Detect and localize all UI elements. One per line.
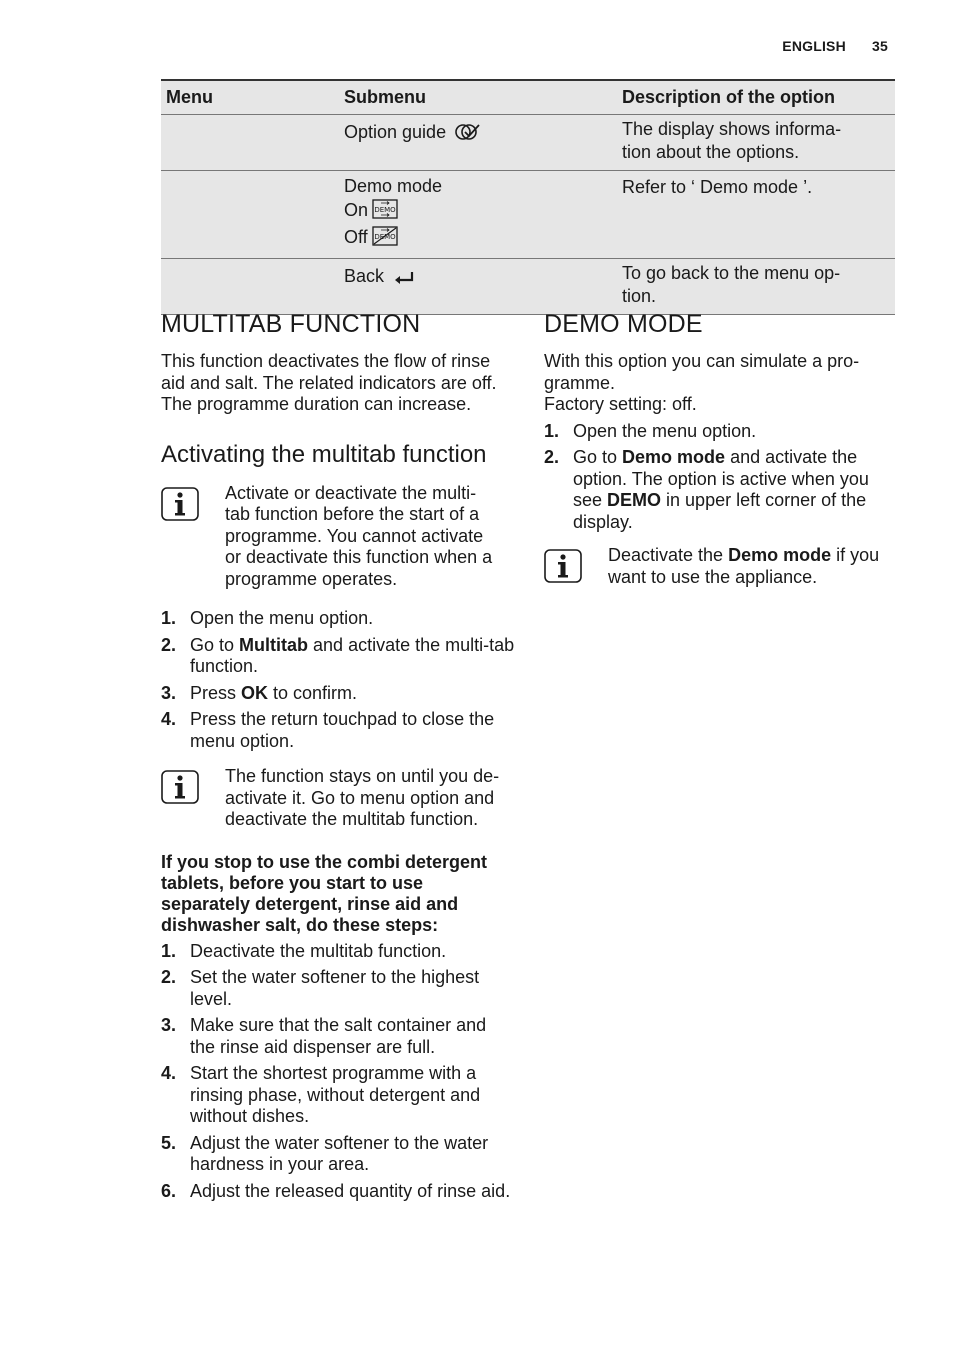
step-text: Go to [573, 447, 623, 467]
step-text: Press [190, 682, 242, 703]
note-bold: Demo mode [728, 545, 832, 565]
column-header-description: Description of the option [617, 80, 895, 115]
step-text: and activate the multi-tab function. [190, 634, 515, 676]
description-line: The display shows informa- [622, 119, 842, 139]
demo-on-label: On [344, 200, 369, 220]
submenu-demo-off [344, 225, 612, 252]
step-text: Go to [190, 634, 240, 655]
heading-line: tablets, before you start to use [161, 872, 424, 893]
table-cell-submenu [339, 171, 617, 259]
submenu-option-guide: Option guide [344, 122, 447, 142]
table-cell-menu [161, 115, 339, 171]
step-text: Start the shortest programme with a rinsing phase, without detergent and without dishes. [190, 1063, 481, 1126]
note-text: if you want to use the appliance. [608, 545, 880, 587]
multitab-intro [161, 351, 516, 416]
list-item [161, 941, 516, 963]
heading-line: separately detergent, rinse aid and [161, 893, 459, 914]
step-number: 4. [161, 1063, 177, 1083]
submenu-back: Back [344, 266, 385, 286]
multitab-title: MULTITAB FUNCTION [161, 310, 421, 338]
step-bold: Demo mode [622, 447, 726, 467]
table-cell-description: Refer to ‘ Demo mode ’. [617, 171, 895, 259]
description-line: tion about the options. [622, 142, 800, 162]
intro-line: gramme. [544, 372, 616, 393]
note-line: The function stays on until you de- [225, 766, 500, 786]
stop-combi-steps [161, 941, 516, 1203]
step-number: 1. [161, 608, 177, 628]
stop-combi-heading [161, 852, 516, 936]
step-bold: Multitab [239, 634, 309, 655]
demo-mode-section [544, 306, 896, 588]
option-guide-icon [455, 123, 481, 147]
info-note [161, 483, 516, 591]
intro-line: This function deactivates the flow of rinse [161, 351, 491, 371]
demo-mode-title: DEMO MODE [544, 310, 703, 338]
multitab-section [161, 306, 516, 1207]
description-line: To go back to the menu op- [622, 263, 841, 283]
demo-off-label: Off [344, 227, 368, 247]
table-row [161, 115, 895, 171]
description-line: tion. [622, 286, 657, 306]
step-text: Press the return touchpad to close the menu option. [190, 709, 495, 751]
step-number: 4. [161, 709, 177, 729]
step-number: 1. [544, 420, 560, 441]
activation-steps [161, 608, 516, 752]
note-activate-text [225, 483, 516, 591]
list-item [161, 967, 516, 1010]
info-icon [161, 487, 199, 521]
column-header-submenu: Submenu [339, 80, 617, 115]
step-bold: DEMO [607, 490, 662, 510]
step-number: 2. [161, 967, 177, 987]
svg-text:DEMO: DEMO [374, 206, 396, 214]
page-number: 35 [872, 38, 888, 54]
demo-on-icon [372, 199, 398, 225]
table-header-row [161, 80, 895, 115]
step-text: to confirm. [268, 682, 358, 703]
note-line: deactivate the multitab function. [225, 809, 479, 829]
step-number: 5. [161, 1132, 177, 1153]
step-text: Open the menu option. [190, 608, 374, 628]
language-label: ENGLISH [782, 38, 846, 54]
note-stays-on-text [225, 766, 516, 831]
demo-steps [544, 421, 896, 534]
step-number: 3. [161, 1015, 177, 1035]
intro-line: With this option you can simulate a pro- [544, 351, 860, 371]
list-item [161, 1063, 516, 1128]
list-item [161, 1015, 516, 1058]
menu-options-table [161, 79, 895, 315]
activating-multitab-heading: Activating the multitab function [161, 440, 487, 468]
step-number: 6. [161, 1180, 177, 1201]
step-text: Open the menu option. [573, 420, 757, 441]
step-text: Adjust the water softener to the water hardness in your area. [190, 1132, 489, 1174]
step-text: Set the water softener to the highest level. [190, 967, 480, 1009]
list-item [161, 1181, 516, 1203]
submenu-demo-mode: Demo mode [344, 176, 443, 196]
list-item [161, 709, 516, 752]
list-item [544, 447, 896, 533]
note-line: programme operates. [225, 568, 398, 589]
list-item [161, 1133, 516, 1176]
heading-line: dishwasher salt, do these steps: [161, 914, 439, 935]
note-line: tab function before the start of a [225, 504, 480, 524]
intro-line: The programme duration can increase. [161, 394, 472, 414]
svg-text:DEMO: DEMO [374, 233, 396, 241]
list-item [161, 683, 516, 705]
step-number: 1. [161, 940, 177, 961]
list-item [161, 635, 516, 678]
table-cell-description [617, 115, 895, 171]
intro-line: Factory setting: off. [544, 394, 697, 414]
info-icon [544, 549, 582, 583]
step-text: Deactivate the multitab function. [190, 940, 447, 961]
step-text: Adjust the released quantity of rinse aid. [190, 1180, 511, 1201]
submenu-demo-on [344, 198, 612, 225]
note-line: programme. You cannot activate [225, 525, 484, 546]
info-note [161, 766, 516, 831]
table-cell-menu [161, 171, 339, 259]
note-deactivate-demo [608, 545, 896, 588]
step-text: in upper left corner of the display. [573, 490, 867, 532]
step-bold: OK [241, 682, 269, 703]
page-header [782, 38, 888, 54]
table-cell-submenu [339, 115, 617, 171]
info-note [544, 545, 896, 588]
intro-line: aid and salt. The related indicators are off. [161, 372, 497, 393]
info-icon [161, 770, 199, 804]
demo-intro [544, 351, 896, 416]
demo-off-icon [372, 226, 398, 252]
table-row [161, 171, 895, 259]
note-line: Activate or deactivate the multi- [225, 482, 477, 503]
list-item [544, 421, 896, 443]
column-header-menu: Menu [161, 80, 339, 115]
step-text: Make sure that the salt container and the rinse aid dispenser are full. [190, 1015, 487, 1057]
step-number: 2. [161, 634, 177, 655]
note-line: or deactivate this function when a [225, 547, 493, 567]
step-number: 2. [544, 447, 560, 467]
heading-line: If you stop to use the combi detergent [161, 851, 488, 872]
step-number: 3. [161, 682, 177, 703]
return-arrow-icon [393, 268, 415, 291]
list-item [161, 608, 516, 630]
note-text: Deactivate the [608, 545, 729, 565]
step-text: and activate the option. The option is active when you see [573, 447, 869, 510]
note-line: activate it. Go to menu option and [225, 787, 495, 808]
